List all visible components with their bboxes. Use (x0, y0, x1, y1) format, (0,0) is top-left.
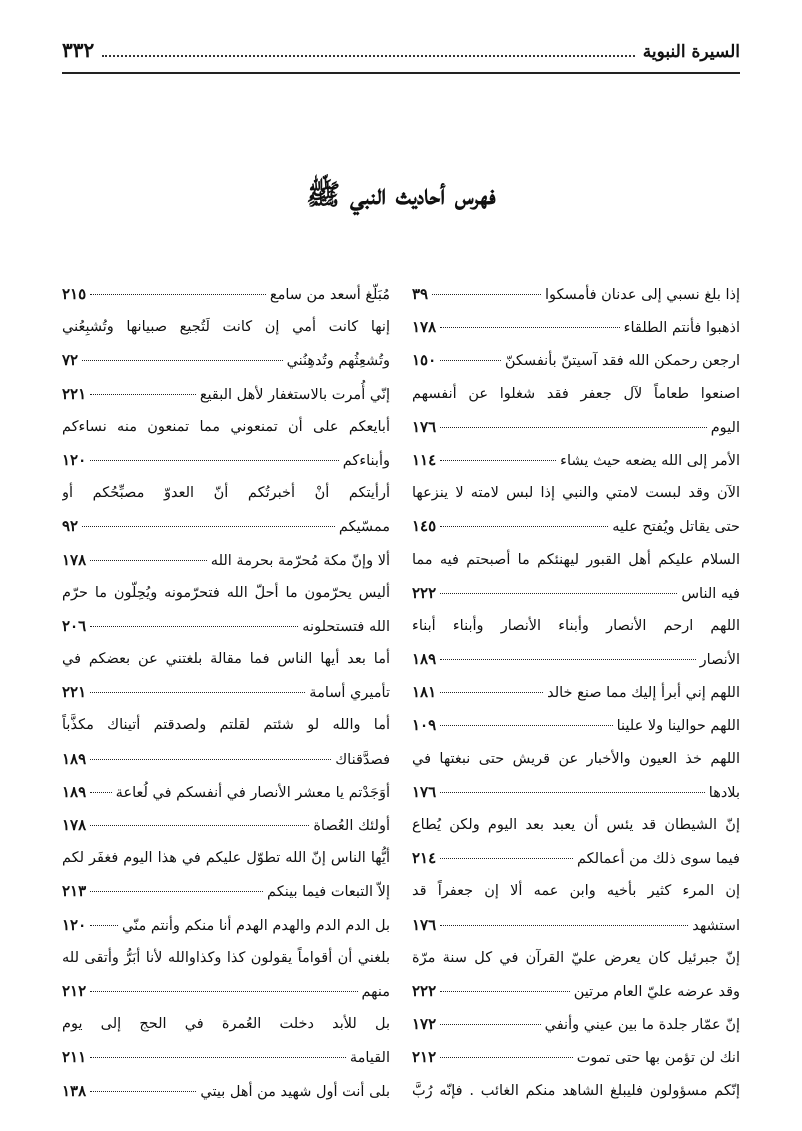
hadith-text: ممسّيكم (338, 519, 390, 536)
dot-leader (440, 1057, 573, 1058)
page-reference: ٢٢١ (62, 384, 87, 403)
hadith-text: استشهد (692, 917, 740, 934)
index-entry (412, 643, 740, 676)
header-dot-leader (102, 43, 635, 57)
hadith-text: فيما سوى ذلك من أعمالكم (577, 851, 740, 868)
index-entry (412, 444, 740, 477)
hadith-text: السلام عليكم أهل القبور ليهنئكم ما أصبحتم فيه مما (412, 551, 740, 568)
hadith-text: بلادها (708, 784, 740, 801)
dot-leader (440, 593, 677, 594)
hadith-text: اصنعوا طعاماً لآل جعفر فقد شغلوا عن أنفسهم (412, 385, 740, 402)
index-entry (62, 411, 390, 444)
dot-leader (90, 991, 357, 992)
dot-leader (90, 460, 339, 461)
hadith-text: إلاّ التبعات فيما بينكم (267, 884, 390, 901)
index-entry (412, 1041, 740, 1074)
index-entry (62, 975, 390, 1008)
index-entry (62, 676, 390, 709)
index-entry (412, 709, 740, 742)
index-entry (62, 1075, 390, 1108)
hadith-text: أولئك العُصاة (313, 818, 390, 834)
dot-leader (440, 427, 707, 428)
page-reference: ٢١١ (62, 1048, 87, 1067)
hadith-text: إنّ جبرئيل كان يعرض عليّ القرآن في كل سنة مرّة (412, 949, 740, 966)
index-entry (62, 875, 390, 908)
index-entry (412, 278, 740, 311)
dot-leader (440, 1024, 540, 1025)
index-entry (412, 809, 740, 842)
index-entry (62, 909, 390, 942)
page-reference: ٢٢٢ (412, 981, 437, 1000)
hadith-text: انك لن تؤمن بها حتى تموت (576, 1050, 740, 1067)
dot-leader (440, 526, 608, 527)
page-reference: ٣٩ (412, 285, 429, 303)
page-reference: ١٨٩ (62, 782, 87, 801)
index-entry (62, 942, 390, 975)
hadith-text: أيُّها الناس إنّ الله تطوّل عليكم في هذا اليوم فغفَر لكم (62, 850, 390, 867)
dot-leader (440, 925, 688, 926)
dot-leader (440, 991, 570, 992)
page-reference: ١٧٨ (62, 550, 87, 569)
index-entry (412, 1075, 740, 1108)
hadith-text: إنّي أُمرت بالاستغفار لأهل البقيع (199, 386, 390, 403)
hadith-text: مُبَلّغ أسعد من سامع (269, 287, 390, 303)
index-entry (62, 610, 390, 643)
hadith-text: أما والله لو شئتم لقلتم ولصدقتم أتيناك مكذَّباً (62, 717, 390, 734)
hadith-text: أرأيتكم أنْ أخبرتُكم أنّ العدوّ مصبِّحُكم أو (62, 485, 390, 502)
hadith-text: حتى يقاتل ويُفتح عليه (612, 519, 740, 536)
page-reference: ١٠٩ (412, 716, 437, 735)
hadith-text: بلى أنت أول شهيد من أهل بيتي (200, 1083, 390, 1100)
hadith-text: بل للأبد دخلت العُمرة في الحج إلى يوم (62, 1016, 390, 1033)
index-entry (62, 444, 390, 477)
dot-leader (440, 460, 556, 461)
index-entry (62, 577, 390, 610)
index-entry (412, 975, 740, 1008)
hadith-text: إنها كانت أمي إن كانت لَتُجيع صبيانها وتُشبِعُني (62, 319, 390, 336)
dot-leader (90, 626, 298, 627)
dot-leader (82, 360, 282, 361)
hadith-text: أوَجَدْتم يا معشر الأنصار في أنفسكم في لُعاعة (115, 784, 390, 801)
index-entry (412, 743, 740, 776)
hadith-text: وأبناءكم (342, 452, 390, 469)
index-entry (62, 842, 390, 875)
index-entry (62, 1041, 390, 1074)
index-entry (62, 709, 390, 742)
dot-leader (90, 891, 263, 892)
index-entry (62, 643, 390, 676)
hadith-text: وقد عرضه عليّ العام مرتين (573, 983, 740, 1000)
page-reference: ٢٢١ (62, 683, 87, 702)
dot-leader (90, 1057, 346, 1058)
dot-leader (440, 792, 705, 793)
index-entry (412, 577, 740, 610)
dot-leader (90, 560, 207, 561)
page-reference: ١٧٨ (62, 816, 87, 834)
page-reference: ٢١٥ (62, 285, 87, 303)
dot-leader (440, 692, 543, 693)
dot-leader (432, 294, 541, 295)
book-title: السيرة النبوية (642, 42, 740, 62)
hadith-text: فصدَّقناك (335, 751, 390, 768)
dot-leader (90, 692, 305, 693)
index-entry (62, 1008, 390, 1041)
left-column-index (62, 278, 390, 1108)
index-entry (62, 477, 390, 510)
index-entry (412, 676, 740, 709)
index-entry (412, 610, 740, 643)
page-reference: ٢١٤ (412, 849, 437, 868)
right-column-index (412, 278, 740, 1108)
page-reference: ١٨١ (412, 683, 437, 702)
index-entry (62, 378, 390, 411)
hadith-text: القيامة (349, 1050, 390, 1067)
page-reference: ١٧٨ (412, 318, 437, 337)
hadith-text: أما بعد أيها الناس فما مقالة بلغتني عن بعضكم في (62, 651, 390, 668)
hadith-text: ألا وإنّ مكة مُحرّمة بحرمة الله (210, 552, 390, 569)
hadith-text: الأمر إلى الله يضعه حيث يشاء (560, 452, 740, 469)
hadith-text: أليس يحرّمون ما أحلّ الله فتحرّمونه ويُحِلّون ما حرّم (62, 584, 390, 601)
hadith-text: فيه الناس (681, 585, 740, 602)
index-entry (62, 510, 390, 543)
page-reference: ١٧٢ (412, 1015, 437, 1034)
index-entry (412, 842, 740, 875)
running-header (62, 38, 740, 74)
dot-leader (90, 394, 196, 395)
hadith-text: اذهبوا فأنتم الطلقاء (623, 320, 740, 337)
hadith-text: اللهم ارحم الأنصار وأبناء الأنصار وأبناء أبناء (412, 617, 740, 634)
index-entry (412, 411, 740, 444)
page-reference: ١٣٨ (62, 1081, 87, 1100)
index-entry (62, 544, 390, 577)
index-entry (62, 776, 390, 809)
hadith-text: اللهم إني أبرأ إليك مما صنع خالد (547, 685, 740, 702)
hadith-text: اللهم حوالينا ولا علينا (616, 718, 740, 735)
page-number: ٣٣٢ (62, 38, 95, 62)
hadith-text: اليوم (710, 419, 740, 436)
hadith-text: إنّ عمّار جلدة ما بين عيني وأنفي (544, 1017, 740, 1034)
page-reference: ١٨٩ (62, 749, 87, 768)
hadith-text: الآن وقد لبست لامتي والنبي إذا لبس لامته لا ينزعها (412, 485, 740, 502)
hadith-text: اللهم خذ العيون والأخبار عن قريش حتى نبغتها في (412, 750, 740, 767)
index-entry (412, 942, 740, 975)
hadith-text: إنّكم مسؤولون فليبلغ الشاهد منكم الغائب . فإنّه رُبَّ (412, 1082, 740, 1099)
index-entry (412, 544, 740, 577)
hadith-text: إن المرء كثير بأخيه وابن عمه ألا إن جعفراً قد (412, 883, 740, 900)
page-reference: ١٢٠ (62, 450, 87, 469)
hadith-text: إنّ الشيطان قد يئس أن يعبد بعد اليوم ولكن يُطاع (412, 817, 740, 833)
dot-leader (440, 360, 501, 361)
hadith-text: منهم (361, 983, 390, 1000)
page-reference: ٢١٣ (62, 882, 87, 901)
index-entry (412, 311, 740, 344)
dot-leader (90, 294, 266, 295)
page-reference: ١٢٠ (62, 915, 87, 934)
page-reference: ١٥٠ (412, 351, 437, 370)
dot-leader (90, 759, 331, 760)
page-reference: ٢١٢ (62, 981, 87, 1000)
page-reference: ١٧٦ (412, 782, 437, 801)
dot-leader (82, 526, 335, 527)
page-reference: ١١٤ (412, 450, 437, 469)
dot-leader (90, 825, 309, 826)
page-reference: ٢٢٢ (412, 583, 437, 602)
index-entry (412, 1008, 740, 1041)
page-reference: ١٤٥ (412, 517, 437, 536)
dot-leader (90, 1091, 196, 1092)
dot-leader (90, 925, 118, 926)
hadith-text: وتُشعِثُهم وتُدهِنُني (286, 353, 390, 370)
page-reference: ٩٢ (62, 517, 79, 536)
index-entry (412, 875, 740, 908)
page-reference: ٢١٢ (412, 1048, 437, 1067)
index-entry (412, 776, 740, 809)
index-entry (412, 909, 740, 942)
dot-leader (440, 858, 573, 859)
hadith-text: بل الدم الدم والهدم الهدم أنا منكم وأنتم منّي (121, 917, 390, 934)
index-entry (412, 510, 740, 543)
index-entry (62, 278, 390, 311)
index-entry (412, 477, 740, 510)
hadith-text: أبايعكم على أن تمنعوني مما تمنعون منه نساءكم (62, 418, 390, 435)
page-title: فهرس أحاديث النبي ﷺ (306, 178, 496, 211)
dot-leader (440, 725, 612, 726)
hadith-text: إذا بلغ نسبي إلى عدنان فأمسكوا (544, 287, 740, 303)
hadith-text: الأنصار (699, 652, 740, 669)
dot-leader (440, 327, 619, 328)
index-entry (412, 344, 740, 377)
hadith-text: بلغني أن أقواماً يقولون كذا وكذاوالله لأنا أبَرُّ وأتقى لله (62, 949, 390, 966)
hadith-text: تأميري أسامة (309, 685, 390, 702)
page-reference: ١٧٦ (412, 915, 437, 934)
hadith-text: ارجعن رحمكن الله فقد آسيتنّ بأنفسكنّ (504, 353, 740, 370)
dot-leader (440, 659, 696, 660)
index-entry (62, 743, 390, 776)
page-reference: ١٧٦ (412, 417, 437, 436)
page-reference: ٢٠٦ (62, 616, 87, 635)
index-entry (62, 311, 390, 344)
page-reference: ١٨٩ (412, 650, 437, 669)
index-entry (62, 809, 390, 842)
index-entry (412, 378, 740, 411)
hadith-text: الله فتستحلونه (302, 618, 390, 635)
page-reference: ٧٢ (62, 351, 79, 370)
index-entry (62, 344, 390, 377)
dot-leader (90, 792, 112, 793)
